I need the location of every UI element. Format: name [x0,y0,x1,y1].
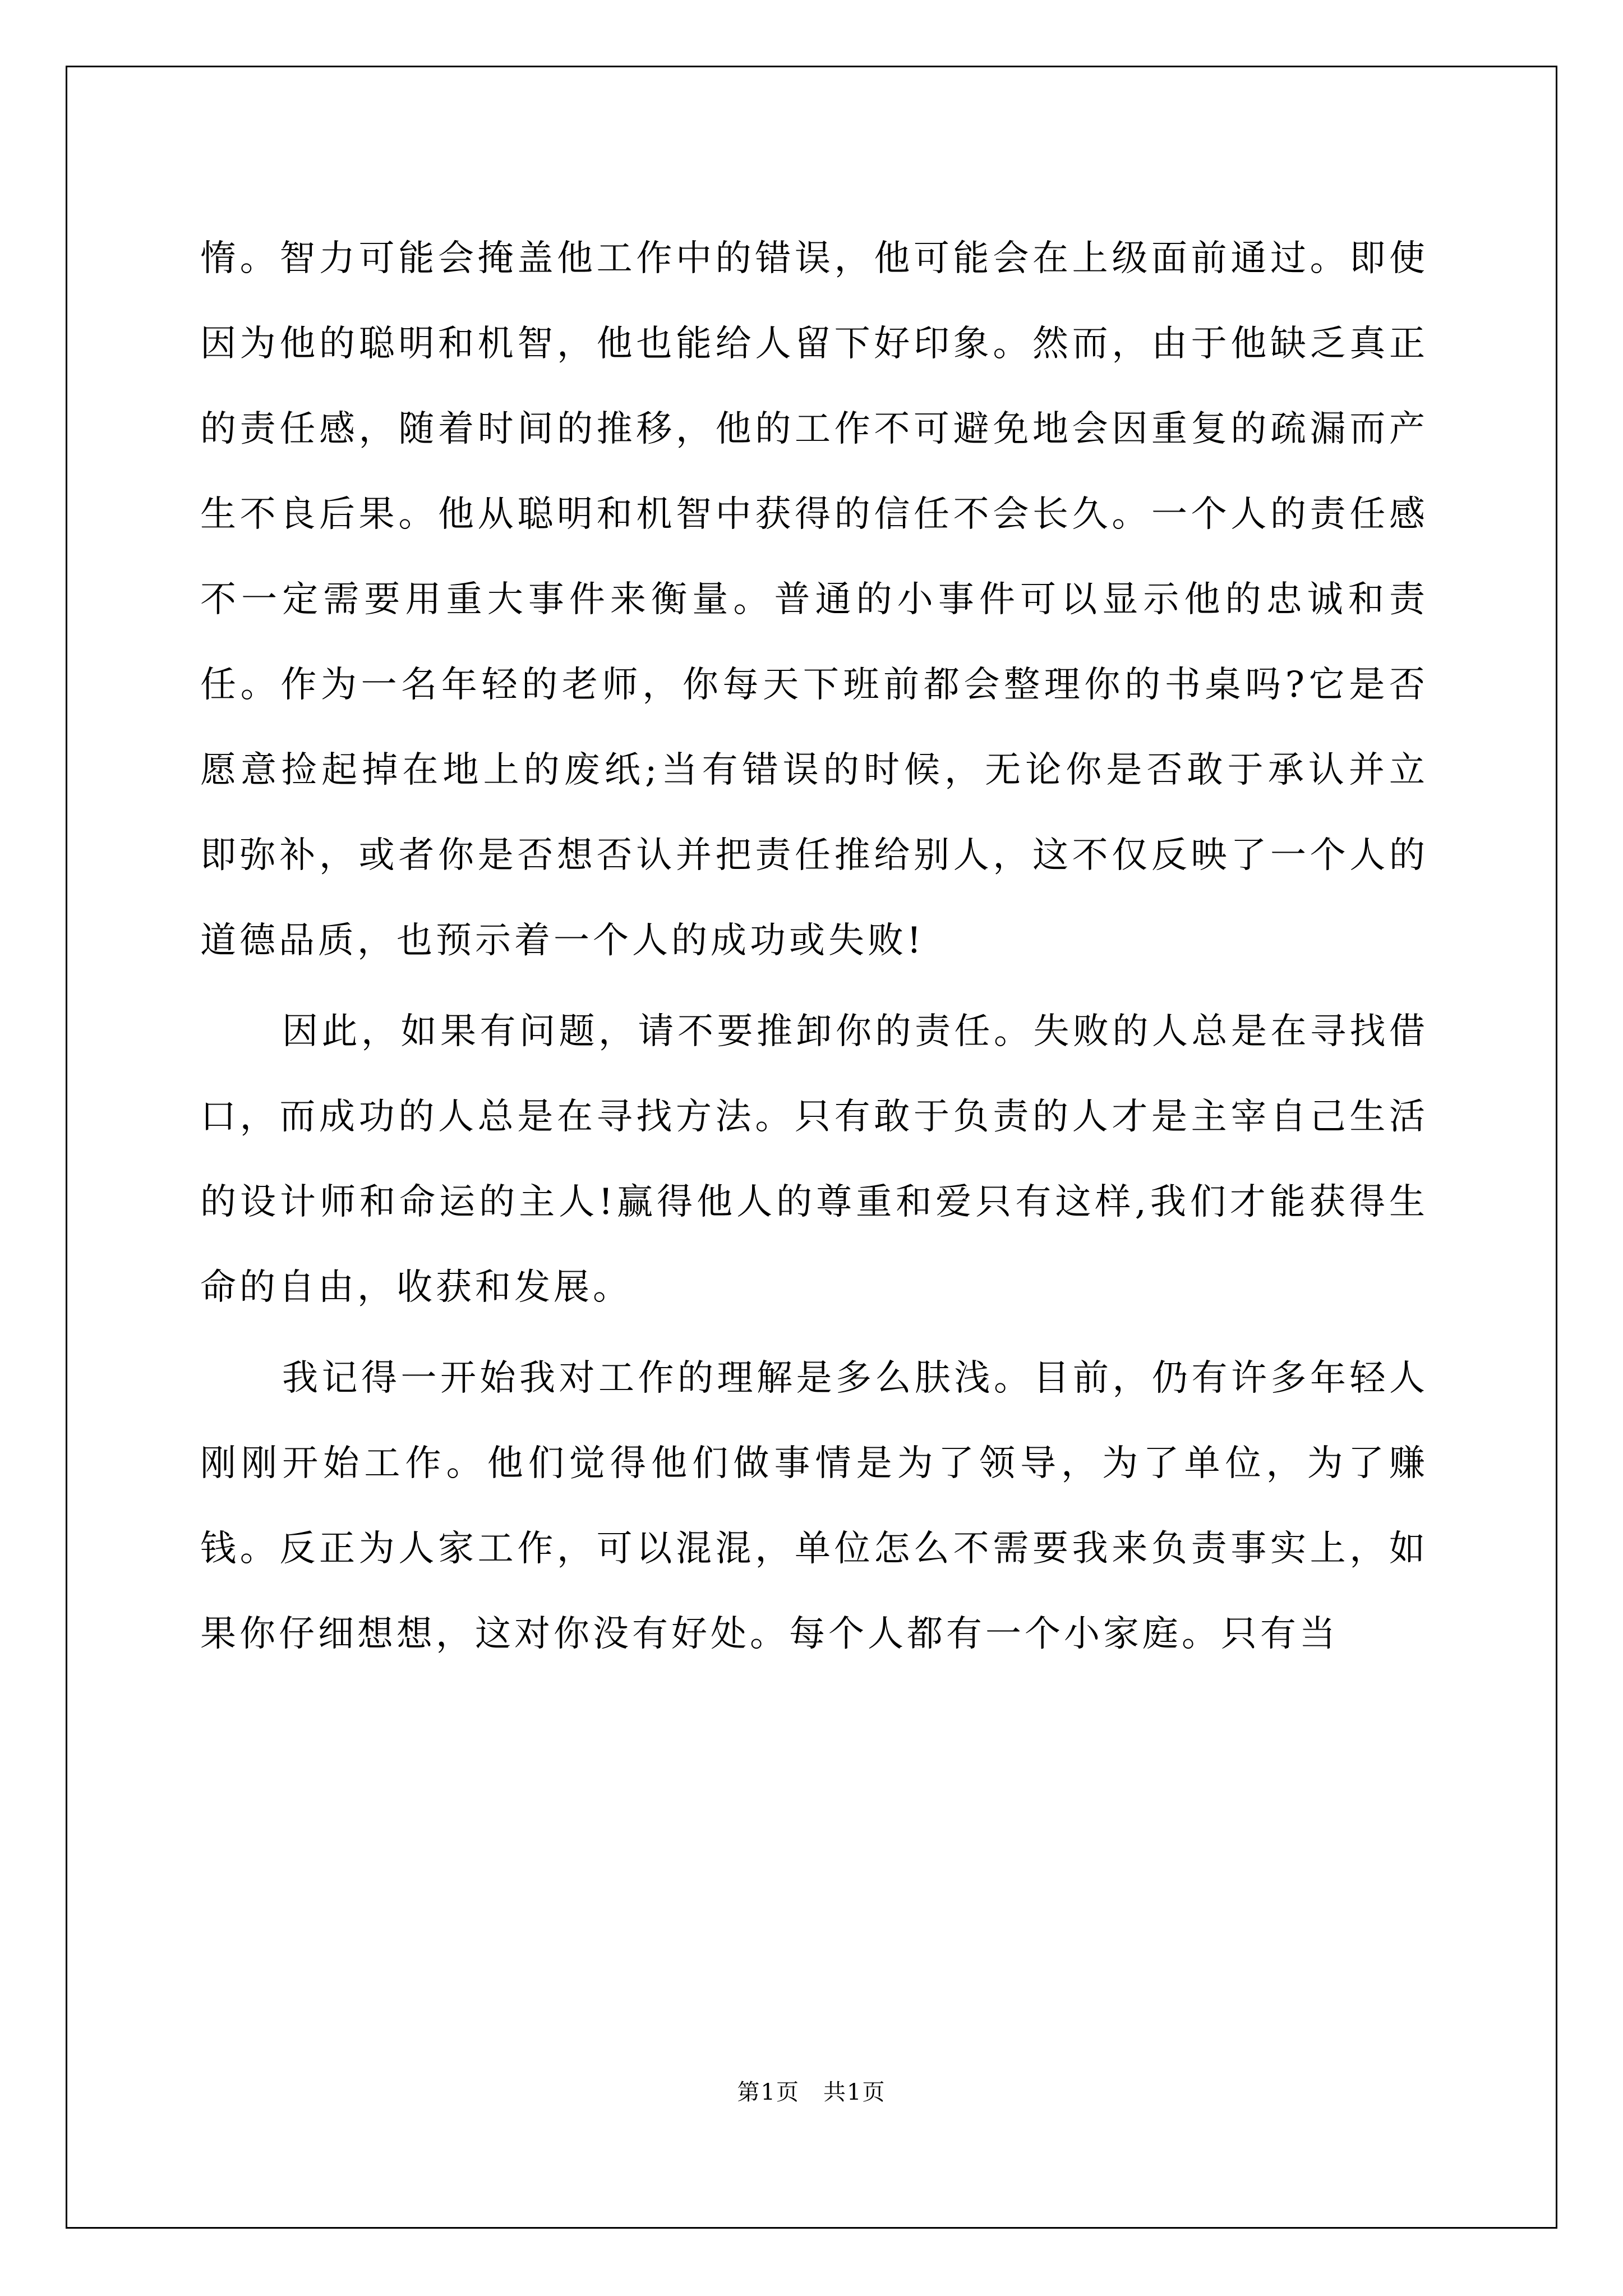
page-footer: 第1页 共1页 [737,2079,886,2105]
paragraph-1: 惰。智力可能会掩盖他工作中的错误，他可能会在上级面前通过。即使因为他的聪明和机智，他也能给人留下好印象。然而，由于他缺乏真正的责任感，随着时间的推移，他的工作不可避免地会因重复的疏漏而产生不良后果。他从聪明和机智中获得的信任不会长久。一个人的责任感不一定需要用重大事件来衡量。普通的小事件可以显示他的忠诚和责任。作为一名年轻的老师，你每天下班前都会整理你的书桌吗?它是否愿意捡起掉在地上的废纸;当有错误的时候，无论你是否敢于承认并立即弥补，或者你是否想否认并把责任推给别人，这不仅反映了一个人的道德品质，也预示着一个人的成功或失败! [200,238,1428,961]
paragraph-3: 我记得一开始我对工作的理解是多么肤浅。目前，仍有许多年轻人刚刚开始工作。他们觉得他们做事情是为了领导，为了单位，为了赚钱。反正为人家工作，可以混混，单位怎么不需要我来负责事实上，如果你仔细想想，这对你没有好处。每个人都有一个小家庭。只有当 [200,1358,1428,1655]
document-body [200,216,1428,1677]
paragraph-2: 因此，如果有问题，请不要推卸你的责任。失败的人总是在寻找借口，而成功的人总是在寻找方法。只有敢于负责的人才是主宰自己生活的设计师和命运的主人!赢得他人的尊重和爱只有这样,我们才能获得生命的自由，收获和发展。 [200,1011,1428,1308]
